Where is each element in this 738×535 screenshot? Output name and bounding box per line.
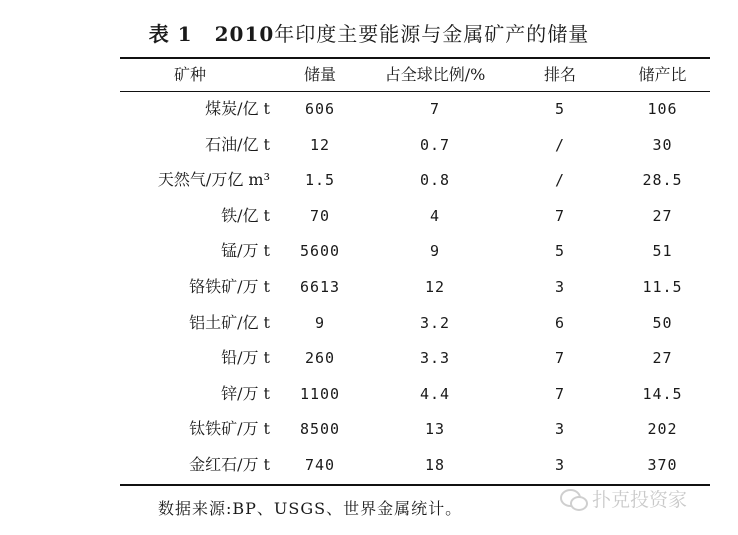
cell-mineral: 铁/亿 t (221, 205, 270, 225)
cell-rank: 7 (554, 384, 566, 403)
cell-rank: 6 (554, 313, 566, 332)
cell-mineral: 天然气/万亿 m³ (157, 170, 270, 190)
cell-reserve: 1100 (299, 384, 341, 403)
cell-global-share: 12 (424, 278, 446, 296)
cell-reserve: 1.5 (304, 171, 336, 190)
table-row (120, 306, 710, 340)
caption-title: 年印度主要能源与金属矿产的储量 (274, 22, 590, 46)
cell-rank: 3 (554, 278, 566, 296)
cell-reserve-production-ratio: 50 (652, 313, 673, 332)
cell-rank: 7 (554, 349, 566, 368)
table-row (120, 199, 710, 233)
cell-rank: 5 (554, 100, 566, 118)
cell-global-share: 4 (429, 206, 441, 225)
caption-year: 2010 (214, 22, 275, 46)
cell-rank: 5 (554, 242, 566, 261)
table-row (120, 92, 710, 126)
header-global-share: 占全球比例/% (384, 65, 486, 84)
table-row (120, 448, 710, 482)
cell-global-share: 3.2 (419, 313, 451, 332)
cell-mineral: 钛铁矿/万 t (189, 419, 270, 439)
cell-reserve-production-ratio: 27 (652, 349, 673, 368)
cell-mineral: 铬铁矿/万 t (189, 277, 270, 296)
cell-rank: 3 (554, 456, 566, 474)
cell-reserve: 70 (309, 206, 331, 225)
cell-reserve: 9 (314, 313, 326, 332)
cell-mineral: 铅/万 t (221, 348, 270, 368)
cell-reserve-production-ratio: 27 (652, 206, 673, 225)
cell-reserve-production-ratio: 28.5 (642, 171, 683, 190)
wechat-icon (560, 489, 586, 509)
table-row (120, 234, 710, 268)
cell-mineral: 煤炭/亿 t (205, 99, 270, 118)
cell-rank: / (554, 171, 566, 190)
cell-global-share: 4.4 (419, 384, 451, 403)
cell-reserve: 606 (304, 100, 336, 118)
cell-global-share: 9 (429, 242, 441, 261)
cell-reserve: 260 (304, 349, 336, 368)
cell-rank: 7 (554, 206, 566, 225)
cell-mineral: 金红石/万 t (189, 455, 270, 474)
cell-reserve-production-ratio: 30 (652, 135, 673, 154)
table-row (120, 341, 710, 375)
table-header-row (120, 58, 710, 92)
cell-reserve: 12 (309, 135, 331, 154)
cell-global-share: 13 (424, 420, 446, 439)
cell-mineral: 铝土矿/亿 t (189, 312, 270, 332)
cell-reserve-production-ratio: 370 (647, 456, 678, 474)
cell-reserve: 6613 (299, 278, 341, 296)
cell-rank: 3 (554, 420, 566, 439)
table-row (120, 270, 710, 304)
cell-reserve: 8500 (299, 420, 341, 439)
cell-global-share: 0.8 (419, 171, 451, 190)
table-row (120, 128, 710, 162)
cell-reserve: 740 (304, 456, 336, 474)
cell-global-share: 0.7 (419, 135, 451, 154)
header-rank: 排名 (543, 65, 576, 84)
table-row (120, 377, 710, 411)
cell-global-share: 18 (424, 456, 446, 474)
cell-reserve-production-ratio: 11.5 (642, 278, 683, 296)
cell-global-share: 7 (429, 100, 441, 118)
cell-mineral: 锌/万 t (221, 383, 270, 403)
table-row (120, 163, 710, 197)
header-reserve: 储量 (303, 65, 336, 84)
header-mineral: 矿种 (173, 65, 206, 84)
table-number: 表 1 (148, 22, 193, 46)
cell-reserve-production-ratio: 202 (647, 420, 678, 439)
cell-reserve: 5600 (299, 242, 341, 261)
cell-reserve-production-ratio: 106 (647, 100, 678, 118)
watermark (560, 485, 687, 512)
header-reserve-production-ratio: 储产比 (638, 65, 687, 84)
watermark-text: 扑克投资家 (592, 489, 688, 511)
cell-mineral: 石油/亿 t (205, 134, 270, 154)
cell-mineral: 锰/万 t (221, 241, 270, 261)
cell-global-share: 3.3 (419, 349, 451, 368)
table-caption (0, 18, 738, 47)
cell-rank: / (554, 135, 566, 154)
cell-reserve-production-ratio: 51 (652, 242, 673, 261)
table-row (120, 412, 710, 446)
cell-reserve-production-ratio: 14.5 (642, 384, 683, 403)
source-note: 数据来源:BP、USGS、世界金属统计。 (158, 499, 463, 518)
